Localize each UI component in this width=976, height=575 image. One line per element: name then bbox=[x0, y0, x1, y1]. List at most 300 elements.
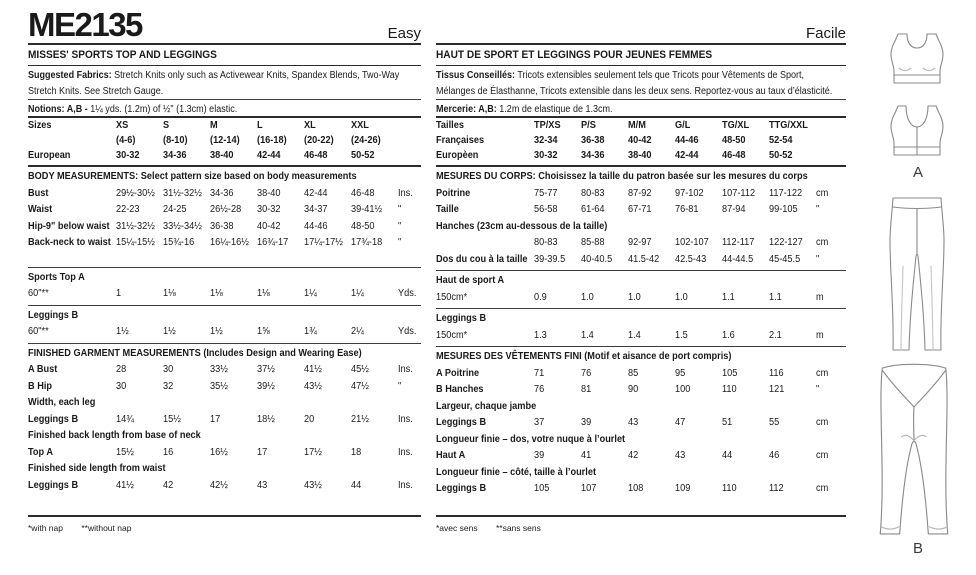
table-row bbox=[436, 366, 846, 383]
cell: 17 bbox=[257, 446, 268, 458]
cell: 16 bbox=[163, 446, 174, 458]
cell: 39-41½ bbox=[351, 204, 383, 215]
cell: 121 bbox=[769, 384, 785, 395]
cell: 1.3 bbox=[534, 329, 547, 341]
table-row bbox=[436, 290, 846, 307]
row-subheading bbox=[436, 219, 846, 236]
illustration-column bbox=[860, 6, 976, 575]
divider bbox=[436, 515, 846, 517]
cell: 0.9 bbox=[534, 291, 547, 303]
unit-cell bbox=[398, 118, 419, 133]
cell: 44-46 bbox=[304, 220, 328, 232]
heading-text: Haut de sport A bbox=[436, 275, 505, 286]
cell: 1¼ bbox=[304, 288, 317, 299]
cell: 16¼-16½ bbox=[210, 237, 249, 248]
fabrics-text-fr: Tricots extensibles seulement tels que Tricots pour Vêtements de Sport, Mélanges de Élasthanne, Tricots extensible dans les deux sens. Reportez-vous au taux d’élasticité. bbox=[436, 70, 833, 97]
cell: 1⅛ bbox=[163, 288, 176, 299]
cell: 42 bbox=[163, 479, 174, 491]
cell: 44-44.5 bbox=[722, 253, 754, 265]
row-subheading bbox=[28, 308, 421, 325]
view-label-b: B bbox=[912, 540, 923, 557]
footnote-avec-sens: *avec sens bbox=[436, 523, 478, 533]
row-subheading bbox=[28, 428, 421, 445]
cell: (24-26) bbox=[351, 135, 381, 146]
cell: 42.5-43 bbox=[675, 253, 707, 265]
row-label bbox=[436, 235, 526, 252]
cell: 80-83 bbox=[581, 187, 605, 199]
cell: 71 bbox=[534, 367, 545, 379]
cell: 29½-30½ bbox=[116, 187, 155, 199]
cell: 42-44 bbox=[257, 150, 281, 161]
divider bbox=[28, 267, 421, 268]
cell: 39½ bbox=[257, 380, 275, 392]
cell: 110 bbox=[722, 384, 737, 395]
heading-text: Finished side length from waist bbox=[28, 463, 166, 474]
table-row bbox=[28, 445, 421, 462]
unit-cell: cm bbox=[816, 417, 829, 428]
divider bbox=[28, 515, 421, 517]
cell: 30-32 bbox=[257, 204, 281, 215]
cell: 2¼ bbox=[351, 326, 364, 337]
cell: 18 bbox=[351, 446, 362, 458]
table-row bbox=[436, 235, 846, 252]
cell: 32 bbox=[163, 380, 174, 392]
cell: S bbox=[163, 120, 170, 131]
cell: 30-32 bbox=[534, 150, 558, 161]
view-label-a: A bbox=[912, 164, 923, 181]
table-row bbox=[436, 328, 846, 345]
cell: 1.4 bbox=[628, 329, 641, 341]
row-label: Waist bbox=[28, 204, 53, 215]
footnote-with-nap: *with nap bbox=[28, 523, 63, 533]
cell: 50-52 bbox=[351, 150, 375, 161]
unit-cell: cm bbox=[816, 450, 829, 461]
cell: 102-107 bbox=[675, 237, 709, 248]
fabrics-text-en: Stretch Knits only such as Activewear Knits, Spandex Blends, Two-Way Stretch Knits. See Stretch Gauge. bbox=[28, 70, 400, 97]
cell: 76 bbox=[534, 384, 545, 395]
footnote-block-en bbox=[28, 513, 421, 535]
cell: 38-40 bbox=[210, 150, 234, 161]
french-measurement-table bbox=[436, 118, 846, 498]
table-row bbox=[28, 202, 421, 219]
cell: 51 bbox=[722, 417, 733, 428]
cell: 42 bbox=[628, 450, 639, 461]
table-row bbox=[436, 252, 846, 269]
cell: (12-14) bbox=[210, 135, 240, 146]
divider bbox=[28, 165, 421, 167]
cell: 76-81 bbox=[675, 204, 699, 215]
cell: 40-40.5 bbox=[581, 253, 613, 265]
table-row bbox=[28, 118, 421, 133]
row-label: Taille bbox=[436, 204, 459, 215]
cell: 16½ bbox=[210, 446, 228, 458]
fabrics-label-fr: Tissus Conseillés: bbox=[436, 70, 515, 81]
cell: M bbox=[210, 120, 218, 131]
cell: 46-48 bbox=[304, 150, 328, 161]
cell: 1⅛ bbox=[210, 288, 223, 299]
table-row bbox=[28, 186, 421, 203]
row-label: Sizes bbox=[28, 120, 52, 131]
cell: TP/XS bbox=[534, 120, 561, 131]
french-section bbox=[436, 6, 846, 575]
cell: 34-36 bbox=[210, 187, 234, 199]
fabrics-label-en: Suggested Fabrics: bbox=[28, 70, 112, 81]
cell: 109 bbox=[675, 483, 691, 494]
unit-cell: " bbox=[398, 204, 402, 215]
unit-cell: " bbox=[816, 253, 820, 265]
notions-label-en: Notions: A,B - bbox=[28, 104, 88, 115]
table-row bbox=[436, 118, 846, 133]
cell: XL bbox=[304, 120, 316, 131]
cell: 107-112 bbox=[722, 187, 756, 199]
table-row bbox=[28, 478, 421, 495]
row-subheading bbox=[436, 273, 846, 290]
cell: 15½ bbox=[163, 413, 181, 425]
row-label: Hip-9" below waist bbox=[28, 220, 110, 232]
cell: 105 bbox=[722, 367, 738, 379]
cell: 31½-32½ bbox=[116, 220, 155, 232]
row-label: 150cm* bbox=[436, 329, 468, 341]
heading-text: Hanches (23cm au-dessous de la taille) bbox=[436, 220, 608, 232]
row-subheading bbox=[436, 399, 846, 416]
row-label bbox=[28, 133, 109, 148]
cell: 46 bbox=[769, 450, 780, 461]
cell: 44 bbox=[351, 479, 362, 491]
unit-cell: Yds. bbox=[398, 326, 417, 337]
cell: 1 bbox=[116, 288, 122, 299]
unit-cell bbox=[398, 148, 419, 163]
row-label: Leggings B bbox=[436, 417, 487, 428]
cell: 48-50 bbox=[351, 220, 375, 232]
table-row bbox=[436, 133, 846, 148]
table-row bbox=[28, 219, 421, 236]
unit-cell: Ins. bbox=[398, 479, 413, 491]
cell: 39-39.5 bbox=[534, 253, 566, 265]
notions-fr bbox=[436, 100, 846, 118]
cell: 43 bbox=[675, 450, 686, 461]
cell: 37 bbox=[534, 417, 545, 428]
cell: 18½ bbox=[257, 413, 275, 425]
cell: 42-44 bbox=[675, 150, 699, 161]
cell: 117-122 bbox=[769, 187, 803, 199]
heading-text: Sports Top A bbox=[28, 271, 85, 283]
cell: 97-102 bbox=[675, 187, 704, 199]
table-row bbox=[28, 133, 421, 148]
cell: 2.1 bbox=[769, 329, 782, 341]
unit-cell: cm bbox=[816, 367, 829, 379]
cell: 37½ bbox=[257, 364, 275, 375]
cell: 36-38 bbox=[581, 135, 605, 146]
table-row bbox=[436, 448, 846, 465]
row-label: A Poitrine bbox=[436, 367, 480, 379]
cell: 33½ bbox=[210, 364, 228, 375]
cell: 1⅝ bbox=[257, 326, 270, 337]
english-section bbox=[28, 6, 421, 575]
cell: 35½ bbox=[210, 380, 228, 392]
cell: 99-105 bbox=[769, 204, 798, 215]
cell: 112 bbox=[769, 483, 784, 494]
sports-top-back-illustration bbox=[886, 100, 948, 162]
cell: 14¾ bbox=[116, 413, 134, 425]
cell: 92-97 bbox=[628, 237, 652, 248]
cell: 34-36 bbox=[581, 150, 605, 161]
table-row bbox=[28, 379, 421, 396]
unit-cell: " bbox=[816, 204, 820, 215]
cell: 1½ bbox=[163, 326, 176, 337]
cell: 15¼-15½ bbox=[116, 237, 155, 248]
cell: 110 bbox=[722, 483, 737, 494]
cell: 116 bbox=[769, 367, 784, 379]
cell: 40-42 bbox=[257, 220, 281, 232]
suggested-fabrics-en bbox=[28, 66, 421, 100]
row-label: Poitrine bbox=[436, 187, 471, 199]
heading-text: Leggings B bbox=[28, 309, 79, 321]
cell: 39 bbox=[581, 417, 592, 428]
row-label: B Hanches bbox=[436, 384, 484, 395]
cell: 45½ bbox=[351, 364, 369, 375]
unit-cell: Ins. bbox=[398, 187, 413, 199]
unit-cell: " bbox=[398, 220, 402, 232]
heading-text: FINISHED GARMENT MEASUREMENTS (Includes Design and Wearing Ease) bbox=[28, 347, 362, 359]
divider bbox=[436, 308, 846, 309]
cell: 43½ bbox=[304, 380, 322, 392]
cell: 80-83 bbox=[534, 237, 558, 248]
table-row bbox=[436, 148, 846, 163]
heading-text: Finished back length from base of neck bbox=[28, 430, 201, 441]
cell: 43 bbox=[257, 479, 268, 491]
unit-cell: Ins. bbox=[398, 413, 413, 425]
cell: 1.0 bbox=[675, 291, 688, 303]
cell: 76 bbox=[581, 367, 592, 379]
cell: 122-127 bbox=[769, 237, 803, 248]
row-subheading bbox=[28, 270, 421, 287]
row-subheading bbox=[28, 461, 421, 478]
table-row bbox=[436, 382, 846, 399]
cell: 95 bbox=[675, 367, 686, 379]
cell: 1.4 bbox=[581, 329, 594, 341]
cell: 43 bbox=[628, 417, 639, 428]
garment-title-fr: HAUT DE SPORT ET LEGGINGS POUR JEUNES FEMMES bbox=[436, 45, 846, 66]
cell: 55 bbox=[769, 417, 780, 428]
row-label: Back-neck to waist bbox=[28, 237, 111, 248]
divider bbox=[436, 346, 846, 347]
footnote-block-fr bbox=[436, 513, 846, 535]
table-row bbox=[28, 148, 421, 163]
row-label: Leggings B bbox=[28, 479, 79, 491]
difficulty-label-fr: Facile bbox=[805, 25, 846, 42]
table-row bbox=[28, 286, 421, 303]
cell: XXL bbox=[351, 120, 369, 131]
cell: 50-52 bbox=[769, 150, 793, 161]
cell: 85 bbox=[628, 367, 639, 379]
cell: 40-42 bbox=[628, 135, 652, 146]
heading-text: Leggings B bbox=[436, 313, 487, 324]
divider bbox=[436, 270, 846, 271]
unit-cell bbox=[398, 133, 419, 148]
table-row bbox=[436, 481, 846, 498]
cell: 1⅛ bbox=[257, 288, 270, 299]
row-label: 60"** bbox=[28, 288, 49, 299]
cell: 100 bbox=[675, 384, 691, 395]
heading-text: MESURES DU CORPS: Choisissez la taille du patron basée sur les mesures du corps bbox=[436, 171, 808, 182]
divider bbox=[28, 305, 421, 306]
cell: 105 bbox=[534, 483, 550, 494]
cell: 42-44 bbox=[304, 187, 328, 199]
section-heading bbox=[28, 169, 421, 186]
table-row bbox=[28, 362, 421, 379]
pattern-number: ME2135 bbox=[28, 6, 142, 43]
cell: 20 bbox=[304, 413, 315, 425]
row-label: Haut A bbox=[436, 450, 466, 461]
unit-cell: m bbox=[816, 329, 824, 341]
cell: 30 bbox=[116, 380, 127, 392]
cell: 22-23 bbox=[116, 204, 140, 215]
row-subheading bbox=[436, 432, 846, 449]
row-subheading bbox=[436, 465, 846, 482]
cell: 1¾ bbox=[304, 326, 317, 337]
cell: 41½ bbox=[304, 364, 322, 375]
cell: 21½ bbox=[351, 413, 369, 425]
cell: 52-54 bbox=[769, 135, 793, 146]
footnote-without-nap: **without nap bbox=[81, 523, 132, 533]
table-row bbox=[436, 415, 846, 432]
cell: (20-22) bbox=[304, 135, 334, 146]
section-heading bbox=[28, 346, 421, 363]
unit-cell: " bbox=[398, 237, 402, 248]
notions-label-fr: Mercerie: A,B: bbox=[436, 104, 497, 115]
heading-text: Width, each leg bbox=[28, 397, 96, 408]
cell: 67-71 bbox=[628, 204, 652, 215]
row-label: Leggings B bbox=[436, 483, 487, 494]
cell: 17½ bbox=[304, 446, 322, 458]
english-measurement-table bbox=[28, 118, 421, 494]
unit-cell: Ins. bbox=[398, 446, 413, 458]
row-subheading bbox=[28, 395, 421, 412]
cell: 1.1 bbox=[722, 291, 735, 303]
cell: 48-50 bbox=[722, 135, 746, 146]
cell: 42½ bbox=[210, 479, 228, 491]
unit-cell bbox=[816, 133, 844, 148]
cell: 1.5 bbox=[675, 329, 688, 341]
heading-text: Longueur finie – dos, votre nuque à l’ourlet bbox=[436, 433, 626, 445]
unit-cell: cm bbox=[816, 237, 829, 248]
unit-cell: cm bbox=[816, 187, 829, 199]
divider bbox=[28, 343, 421, 344]
cell: 16¾-17 bbox=[257, 237, 289, 248]
cell: 1½ bbox=[210, 326, 223, 337]
cell: (4-6) bbox=[116, 135, 136, 146]
row-label: 150cm* bbox=[436, 291, 468, 303]
cell: XS bbox=[116, 120, 129, 131]
cell: L bbox=[257, 120, 263, 131]
unit-cell: m bbox=[816, 291, 824, 303]
notions-text-fr: 1.2m de elastique de 1.3cm. bbox=[499, 104, 613, 115]
heading-text: Largeur, chaque jambe bbox=[436, 400, 537, 412]
cell: 61-64 bbox=[581, 204, 605, 215]
garment-title-en: MISSES' SPORTS TOP AND LEGGINGS bbox=[28, 45, 421, 66]
cell: 1.6 bbox=[722, 329, 735, 341]
cell: 41½ bbox=[116, 479, 134, 491]
cell: (8-10) bbox=[163, 135, 188, 146]
row-subheading bbox=[436, 311, 846, 328]
row-label: Europèen bbox=[436, 150, 479, 161]
cell: 44 bbox=[722, 450, 733, 461]
cell: 1.0 bbox=[628, 291, 641, 303]
section-heading bbox=[436, 169, 846, 186]
cell: 28 bbox=[116, 364, 127, 375]
row-label: B Hip bbox=[28, 380, 53, 392]
cell: 17¼-17½ bbox=[304, 237, 343, 248]
cell: 1½ bbox=[116, 326, 129, 337]
cell: G/L bbox=[675, 120, 691, 131]
cell: M/M bbox=[628, 120, 646, 131]
cell: 81 bbox=[581, 384, 592, 395]
difficulty-label-en: Easy bbox=[387, 25, 421, 42]
cell: 34-37 bbox=[304, 204, 328, 215]
cell: 32-34 bbox=[534, 135, 558, 146]
unit-cell: " bbox=[816, 384, 820, 395]
row-label: Tailles bbox=[436, 120, 464, 131]
cell: 44-46 bbox=[675, 135, 699, 146]
cell: 24-25 bbox=[163, 204, 187, 215]
cell: 43½ bbox=[304, 479, 322, 491]
cell: P/S bbox=[581, 120, 596, 131]
heading-text: MESURES DES VÊTEMENTS FINI (Motif et aisance de port compris) bbox=[436, 351, 732, 362]
unit-cell: cm bbox=[816, 483, 829, 494]
row-label: Leggings B bbox=[28, 413, 79, 425]
row-label: European bbox=[28, 150, 71, 161]
row-label: A Bust bbox=[28, 364, 58, 375]
row-label: Bust bbox=[28, 187, 49, 199]
cell: 1¼ bbox=[351, 288, 364, 299]
cell: 56-58 bbox=[534, 204, 558, 215]
header-row bbox=[28, 6, 421, 45]
cell: 33½-34½ bbox=[163, 220, 202, 232]
cell: 90 bbox=[628, 384, 639, 395]
unit-cell: Ins. bbox=[398, 364, 413, 375]
row-label: Françaises bbox=[436, 135, 485, 146]
cell: 47 bbox=[675, 417, 686, 428]
table-row bbox=[28, 235, 421, 252]
heading-text: Longueur finie – côté, taille à l’ourlet bbox=[436, 466, 597, 478]
cell: 1.0 bbox=[581, 291, 594, 303]
cell: 36-38 bbox=[210, 220, 234, 232]
cell: 41.5-42 bbox=[628, 253, 660, 265]
cell: 46-48 bbox=[722, 150, 746, 161]
notions-en bbox=[28, 100, 421, 118]
cell: 85-88 bbox=[581, 237, 605, 248]
cell: 47½ bbox=[351, 380, 369, 392]
cell: 41 bbox=[581, 450, 592, 461]
leggings-front-illustration bbox=[887, 196, 947, 354]
cell: 39 bbox=[534, 450, 545, 461]
leggings-back-illustration bbox=[876, 362, 952, 538]
section-heading bbox=[436, 349, 846, 366]
spacer bbox=[28, 252, 421, 265]
cell: 17¾-18 bbox=[351, 237, 383, 248]
cell: TG/XL bbox=[722, 120, 750, 131]
divider bbox=[436, 165, 846, 167]
cell: 26½-28 bbox=[210, 204, 242, 215]
row-label: Top A bbox=[28, 446, 54, 458]
table-row bbox=[28, 324, 421, 341]
heading-text: BODY MEASUREMENTS: Select pattern size based on body measurements bbox=[28, 171, 357, 182]
header-row-fr bbox=[436, 6, 846, 45]
unit-cell bbox=[816, 118, 844, 133]
table-row bbox=[28, 412, 421, 429]
cell: 38-40 bbox=[628, 150, 652, 161]
cell: 15½ bbox=[116, 446, 134, 458]
